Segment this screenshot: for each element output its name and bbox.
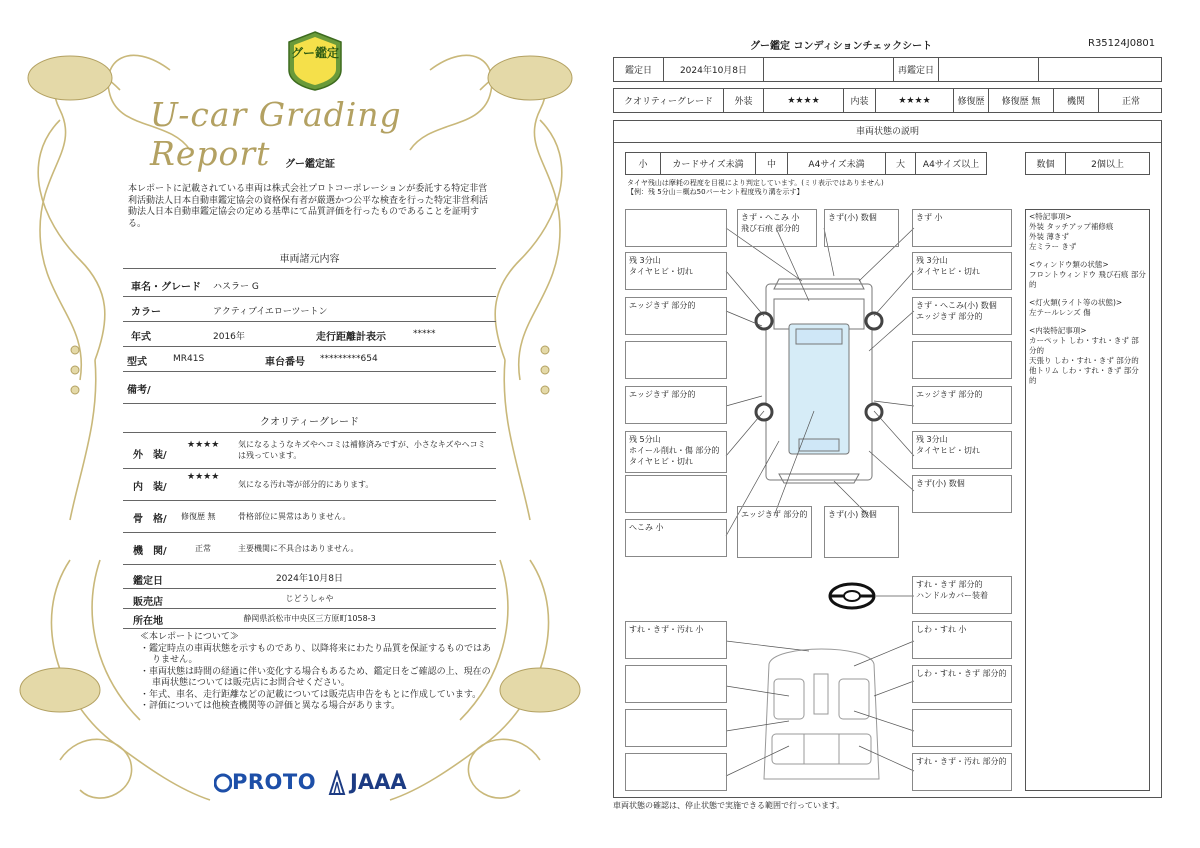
condition-box-left-3: エッジきず 部分的	[625, 297, 727, 335]
condition-box-left-7	[625, 475, 727, 513]
legend-medium: 中	[756, 153, 788, 174]
note-item: ・年式、車名、走行距離などの記載については販売店申告をもとに作成しています。	[140, 689, 482, 700]
divider	[123, 268, 496, 269]
tire-note-1: タイヤ残山は摩耗の程度を目視により判定しています。(ミリ表示ではありません)	[627, 179, 884, 187]
proto-logo-icon	[214, 772, 232, 794]
window-item: フロントウィンドウ 飛び石痕 部分的	[1029, 270, 1146, 289]
spec-row-note	[123, 372, 496, 404]
condition-box-interior-3	[625, 665, 727, 703]
condition-box-right-3: きず・へこみ(小) 数個 エッジきず 部分的	[912, 297, 1012, 335]
color-label: カラー	[131, 307, 161, 318]
legend-small-desc: カードサイズ未満	[661, 153, 756, 174]
lamp-title: <灯火類(ライト等の状態)>	[1029, 298, 1123, 307]
lamp-item: 左テールレンズ 傷	[1029, 308, 1091, 317]
exterior-label: 外 装/	[133, 450, 167, 461]
interior-item: カーペット しわ・すれ・きず 部分的	[1029, 336, 1139, 355]
mileage-value: *****	[413, 329, 436, 339]
note-label: 備考/	[127, 385, 151, 396]
jaaa-logo-icon	[328, 770, 346, 796]
engine-value: 正常	[1121, 97, 1140, 107]
sheet-footer: 車両状態の確認は、停止状態で実施できる範囲で行っています。	[613, 801, 845, 810]
spec-row-model	[123, 347, 496, 372]
certificate-subtitle: グー鑑定証	[285, 159, 335, 170]
spec-section-title: 車両諸元内容	[279, 254, 340, 265]
special-item: 外装 タッチアップ補修痕	[1029, 222, 1114, 231]
model-value: MR41S	[173, 354, 205, 364]
redate-value	[939, 58, 1039, 81]
grade-row-exterior	[123, 434, 496, 469]
condition-box-front-center: きず・へこみ 小 飛び石痕 部分的	[737, 209, 817, 247]
condition-box-tire-front-right: 残 3分山 タイヤヒビ・切れ	[912, 252, 1012, 290]
engine-comment: 主要機関に不具合はありません。	[238, 544, 359, 553]
address-row	[123, 609, 496, 629]
sheet-header: グー鑑定 コンディションチェックシート	[750, 41, 933, 52]
mileage-label: 走行距離計表示	[316, 332, 386, 343]
name-value: ハスラー G	[213, 282, 259, 292]
redate-label: 再鑑定日	[894, 58, 939, 81]
ext-stars: ★★★★	[764, 89, 844, 112]
year-label: 年式	[131, 332, 151, 343]
frame-value: 修復歴 無	[181, 512, 216, 521]
condition-panel	[613, 120, 1162, 798]
date-value: 2024年10月8日	[275, 574, 344, 584]
empty-cell	[764, 58, 894, 81]
dealer-row	[123, 589, 496, 609]
quality-label: クオリティーグレード	[614, 89, 724, 112]
date-row	[123, 567, 496, 589]
frame-label: 骨 格/	[133, 514, 167, 525]
year-value: 2016年	[213, 332, 245, 342]
spec-row-color	[123, 297, 496, 322]
repair-value: 修復歴 無	[989, 89, 1054, 112]
date-label: 鑑定日	[614, 58, 664, 81]
condition-box-interior-8: すれ・きず・汚れ 部分的	[912, 753, 1012, 791]
condition-box-rear-left: へこみ 小	[625, 519, 727, 557]
condition-box-interior-6	[912, 709, 1012, 747]
condition-box-steering: すれ・きず 部分的 ハンドルカバー装着	[912, 576, 1012, 614]
goo-kantei-emblem-icon	[285, 30, 345, 92]
condition-box-front-left	[625, 209, 727, 247]
date-table	[613, 57, 1162, 82]
quality-table	[613, 88, 1162, 113]
chassis-value: *********654	[320, 354, 378, 364]
condition-box-interior-1: すれ・きず・汚れ 小	[625, 621, 727, 659]
tire-note-2: 【例：残 5分山＝概ね50パーセント程度残り溝を示す】	[627, 188, 804, 196]
condition-box-rear-center: エッジきず 部分的	[737, 506, 812, 558]
exterior-comment: 気になるようなキズやヘコミは補修済みですが、小さなキズやヘコミは残っています。	[238, 440, 486, 460]
grade-row-frame	[123, 501, 496, 533]
special-item: 左ミラー きず	[1029, 242, 1077, 251]
grade-section-title: クオリティーグレード	[260, 417, 359, 428]
certificate-intro: 本レポートに記載されている車両は株式会社プロトコーポレーションが委託する特定非営利活動法人日本自動車鑑定協会の資格保有者が厳選かつ公平な検査を行った特定非営利活動法人日本自動車鑑定協会の定める基準にて品質評価を行ったものであることを証明する。	[128, 184, 489, 229]
special-title: <特記事項>	[1029, 212, 1072, 221]
condition-box-left-4	[625, 341, 727, 379]
condition-box-tire-front-left: 残 3分山 タイヤヒビ・切れ	[625, 252, 727, 290]
desc-title: 車両状態の説明	[614, 121, 1161, 143]
legend-large-desc: A4サイズ以上	[922, 160, 980, 170]
engine-label: 機 関/	[133, 546, 167, 557]
proto-logo: PROTO	[232, 770, 317, 794]
int-label: 内装	[844, 89, 876, 112]
frame-comment: 骨格部位に異常はありません。	[238, 512, 351, 521]
grade-row-engine	[123, 533, 496, 565]
condition-box-tire-rear-right: 残 3分山 タイヤヒビ・切れ	[912, 431, 1012, 469]
engine-value: 正常	[195, 544, 211, 553]
name-label: 車名・グレード	[131, 282, 201, 293]
date-value: 2024年10月8日	[664, 58, 764, 81]
jaaa-logo: JAAA	[350, 770, 407, 794]
interior-stars: ★★★★	[187, 472, 220, 482]
condition-box-rear-right-center: きず(小) 数個	[824, 506, 899, 558]
condition-box-front-right-center: きず(小) 数個	[824, 209, 899, 247]
condition-box-interior-5	[625, 709, 727, 747]
legend-several: 数個	[1026, 153, 1066, 174]
interior-item: 天張り しわ・すれ・きず 部分的	[1029, 356, 1139, 365]
spec-row-name	[123, 272, 496, 297]
dealer-value: じどうしゃや	[285, 594, 334, 603]
divider	[123, 432, 496, 433]
condition-box-right-5: エッジきず 部分的	[912, 386, 1012, 424]
condition-box-front-right: きず 小	[912, 209, 1012, 247]
report-notes	[140, 632, 498, 713]
special-item: 外装 薄きず	[1029, 232, 1069, 241]
emblem-text: グー鑑定	[290, 46, 339, 60]
legend-large: 大	[886, 153, 916, 174]
interior-title: <内装特記事項>	[1029, 326, 1087, 335]
condition-box-interior-4: しわ・すれ・きず 部分的	[912, 665, 1012, 703]
window-title: <ウィンドウ類の状態>	[1029, 260, 1109, 269]
certificate-title: U-car Grading Report	[150, 95, 402, 173]
spec-row-year	[123, 322, 496, 347]
legend-small: 小	[626, 153, 661, 174]
interior-label: 内 装/	[133, 482, 167, 493]
int-stars: ★★★★	[876, 89, 954, 112]
address-label: 所在地	[133, 616, 163, 627]
grade-row-interior	[123, 469, 496, 501]
note-item: ・評価については他検査機関等の評価と異なる場合があります。	[140, 701, 401, 711]
note-item: ・車両状態は時間の経過に伴い変化する場合もあるため、鑑定日をご確認の上、現在の車両状態については販売店にお問合せください。	[140, 666, 491, 688]
repair-label: 修復歴	[954, 89, 989, 112]
ext-label: 外装	[724, 89, 764, 112]
date-label: 鑑定日	[133, 576, 163, 587]
remarks-panel	[1025, 209, 1150, 791]
note-item: ・鑑定時点の車両状態を示すものであり、以降将来にわたり品質を保証するものではありません。	[140, 643, 492, 665]
model-label: 型式	[127, 357, 147, 368]
address-value: 静岡県浜松市中央区三方原町1058-3	[243, 614, 376, 623]
condition-box-left-5: エッジきず 部分的	[625, 386, 727, 424]
legend-medium-desc: A4サイズ未満	[788, 153, 886, 174]
dealer-label: 販売店	[133, 597, 163, 608]
exterior-stars: ★★★★	[187, 440, 220, 450]
color-value: アクティブイエローツートン	[213, 307, 328, 317]
engine-label: 機関	[1054, 89, 1099, 112]
interior-item: 他トリム しわ・すれ・きず 部分的	[1029, 366, 1139, 385]
notes-title: ≪本レポートについて≫	[140, 632, 239, 642]
chassis-label: 車台番号	[265, 357, 305, 368]
condition-box-right-4	[912, 341, 1012, 379]
condition-box-interior-7	[625, 753, 727, 791]
legend-several-desc: 2個以上	[1091, 160, 1124, 170]
condition-box-interior-2: しわ・すれ 小	[912, 621, 1012, 659]
condition-box-right-7: きず(小) 数個	[912, 475, 1012, 513]
sheet-code: R35124J0801	[1088, 38, 1156, 49]
interior-comment: 気になる汚れ等が部分的にあります。	[238, 480, 374, 489]
condition-box-tire-rear-left: 残 5分山 ホイール削れ・傷 部分的 タイヤヒビ・切れ	[625, 431, 727, 473]
